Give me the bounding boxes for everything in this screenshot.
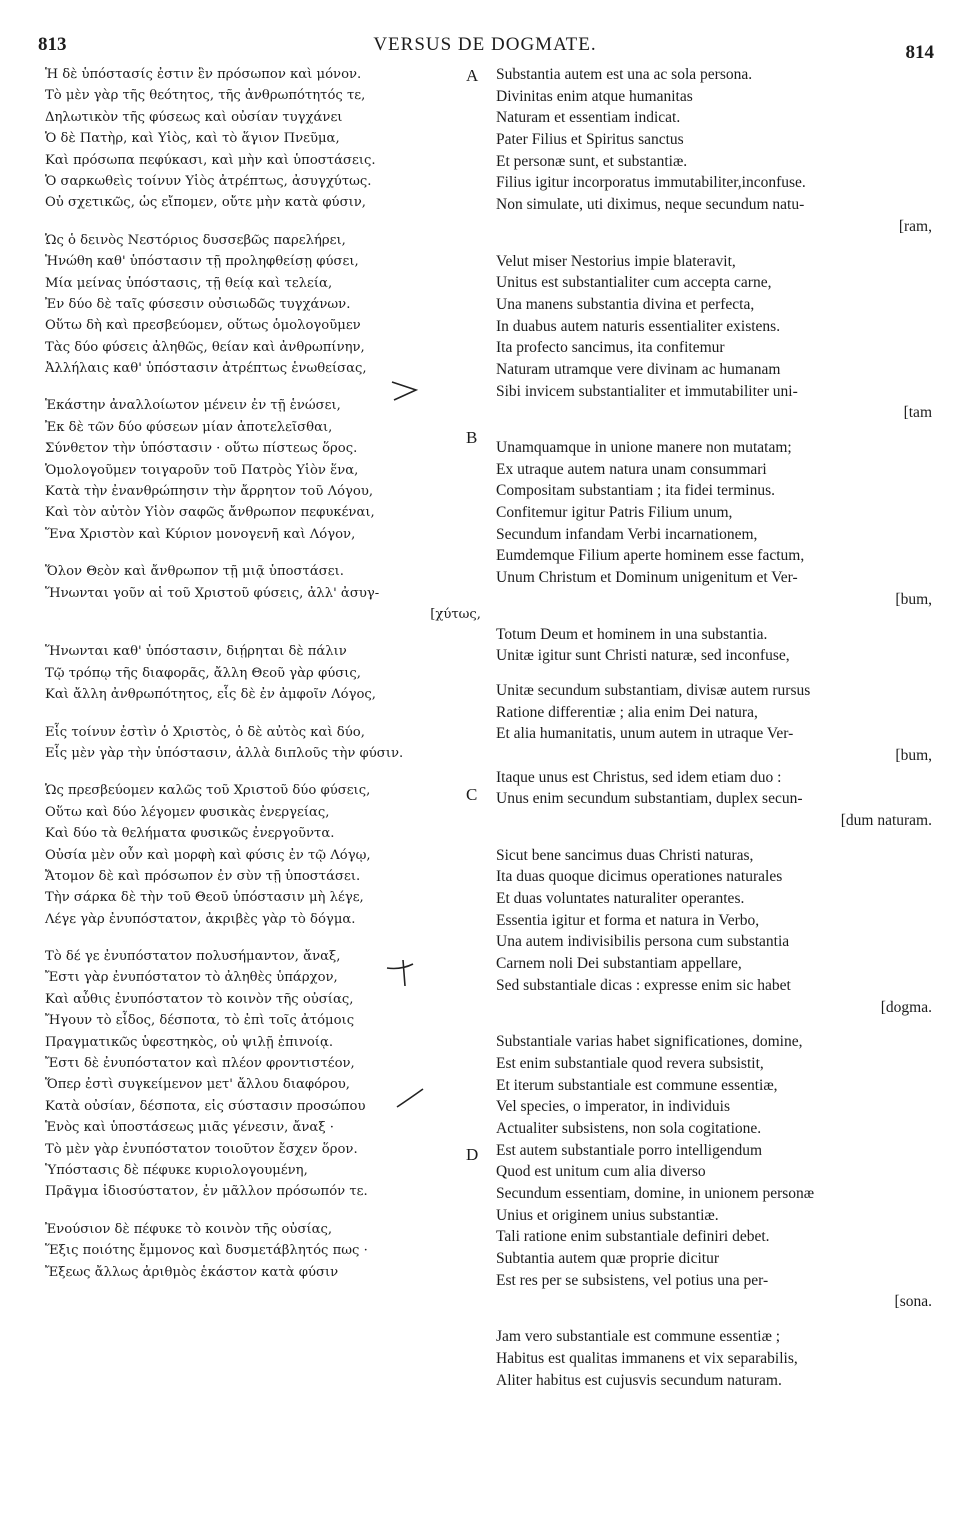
greek-stanza: [45, 64, 485, 214]
greek-line: Οὐ σχετικῶς, ὡς εἴπομεν, οὔτε μὴν κατὰ φύσιν,: [45, 195, 366, 211]
greek-line: Ἡνώθη καθ' ὑπόστασιν τῇ προληφθείσῃ φύσει,: [45, 254, 359, 270]
latin-line: [sona.: [894, 1293, 932, 1311]
running-title: VERSUS DE DOGMATE.: [373, 34, 597, 55]
greek-line: Ἐνούσιον δὲ πέφυκε τὸ κοινὸν τῆς οὐσίας,: [45, 1221, 333, 1237]
latin-line: Ita profecto sancimus, ita confitemur: [496, 339, 725, 357]
greek-line: Λέγε γὰρ ἐνυπόστατον, ἀκριβὲς γὰρ τὸ δόγμα.: [45, 911, 356, 927]
greek-line: Ὁ δὲ Πατὴρ, καὶ Υἱὸς, καὶ τὸ ἅγιον Πνεῦμα,: [45, 131, 340, 147]
greek-line: Πρᾶγμα ἰδιοσύστατον, ἐν μᾶλλον πρόσωπόν τε.: [45, 1184, 368, 1200]
stanza-gap: [45, 1203, 485, 1219]
latin-line: Jam vero substantiale est commune essentiæ ;: [496, 1328, 781, 1346]
greek-stanza: [45, 230, 485, 380]
latin-line: Unitus est substantialiter cum accepta carne,: [496, 274, 772, 292]
latin-stanza: [496, 624, 936, 667]
stanza-gap: [45, 764, 485, 780]
latin-line: Naturam utramque vere divinam ac humanam: [496, 360, 781, 378]
handwritten-mark-3: [395, 1085, 425, 1115]
stanza-gap: [45, 706, 485, 722]
latin-line: [dum naturam.: [840, 812, 932, 829]
latin-line: Sicut bene sancimus duas Christi naturas,: [496, 846, 754, 864]
latin-column: [496, 64, 936, 1391]
latin-line: Actualiter subsistens, non sola cogitatione.: [496, 1119, 762, 1137]
latin-line: Velut miser Nestorius impie blateravit,: [496, 252, 736, 270]
latin-line: Sibi invicem substantialiter et immutabiliter uni-: [496, 382, 798, 400]
margin-letter-b: B: [466, 428, 478, 447]
latin-line: Eumdemque Filium aperte hominem esse factum,: [496, 547, 805, 565]
latin-line: Subtantia autem quæ proprie dicitur: [496, 1250, 719, 1268]
greek-line: Οὕτω δὴ καὶ πρεσβεύομεν, οὕτως ὁμολογοῦμεν: [45, 318, 361, 334]
latin-line: Ratione differentiæ ; alia enim Dei natura,: [496, 703, 758, 721]
stanza-gap: [496, 238, 936, 251]
greek-stanza: [45, 561, 485, 625]
greek-line: Ὑπόστασις δὲ πέφυκε κυριολογουμένη,: [45, 1162, 308, 1178]
greek-line: Κατὰ οὐσίαν, δέσποτα, εἰς σύστασιν προσώπου: [45, 1098, 366, 1114]
latin-line: Sed substantiale dicas : expresse enim sic habet: [496, 976, 791, 994]
greek-line: Ἡ δὲ ὑπόστασίς ἐστιν ἓν πρόσωπον καὶ μόνον.: [45, 67, 362, 82]
greek-stanza: [45, 722, 485, 765]
greek-line: Καὶ τὸν αὐτὸν Υἱὸν σαφῶς ἄνθρωπον πεφυκέναι,: [45, 505, 375, 521]
page-number-right: 814: [905, 42, 934, 63]
greek-line: Ἕξις ποιότης ἔμμονος καὶ δυσμετάβλητός πως ·: [45, 1243, 368, 1259]
latin-line: Unitæ igitur sunt Christi naturæ, sed inconfuse,: [496, 647, 790, 665]
latin-line: Tali ratione enim substantiale definiri debet.: [496, 1228, 770, 1246]
greek-line: Ἑνὸς καὶ ὑποστάσεως μιᾶς γένεσιν, ἄναξ ·: [45, 1120, 334, 1136]
greek-line: Καὶ ἄλλη ἀνθρωπότητος, εἷς δὲ ἐν ἀμφοῖν Λόγος,: [45, 687, 376, 703]
stanza-gap: [45, 214, 485, 230]
latin-line: In duabus autem naturis essentialiter existens.: [496, 317, 781, 335]
latin-line: Vel species, o imperator, in individuis: [496, 1098, 730, 1116]
greek-line: Ἥνωνται καθ' ὑπόστασιν, διῄρηται δὲ πάλιν: [45, 644, 347, 660]
latin-line: Totum Deum et hominem in una substantia.: [496, 625, 768, 643]
latin-line: Et alia humanitatis, unum autem in utraque Ver-: [496, 725, 794, 743]
latin-line: Compositam substantiam ; ita fidei terminus.: [496, 482, 775, 500]
latin-stanza: [496, 1031, 936, 1313]
greek-line: Ἐκ δὲ τῶν δύο φύσεων μίαν ἀποτελεῖσθαι,: [45, 419, 333, 435]
latin-line: Naturam et essentiam indicat.: [496, 109, 681, 127]
latin-line: Unamquamque in unione manere non mutatam;: [496, 439, 792, 456]
greek-line: Μία μείνας ὑπόστασις, τῇ θείᾳ καὶ τελεία,: [45, 275, 333, 291]
latin-line: Pater Filius et Spiritus sanctus: [496, 131, 684, 149]
greek-line: Ὅλον Θεὸν καὶ ἄνθρωπον τῇ μιᾷ ὑποστάσει.: [45, 564, 344, 580]
greek-line: Τὸ μὲν γὰρ τῆς θεότητος, τῆς ἀνθρωπότητός τε,: [45, 88, 366, 104]
greek-stanza: [45, 946, 485, 1203]
greek-line: Ἐν δύο δὲ ταῖς φύσεσιν οὐσιωδῶς τυγχάνων.: [45, 296, 351, 312]
latin-line: Unum Christum et Dominum unigenitum et Ver-: [496, 569, 798, 587]
greek-line: Ἑκάστην ἀναλλοίωτον μένειν ἐν τῇ ἑνώσει,: [45, 398, 341, 414]
latin-line: Carnem noli Dei substantiam appellare,: [496, 955, 742, 973]
greek-line: Ἀλλήλαις καθ' ὑπόστασιν ἀτρέπτως ἑνωθείσας,: [45, 361, 367, 377]
greek-line: Ἔξεως ἄλλως ἀριθμὸς ἑκάστον κατὰ φύσιν: [45, 1264, 339, 1280]
page-number-left: 813: [38, 34, 67, 55]
latin-line: Substantiale varias habet significationes, domine,: [496, 1033, 803, 1051]
latin-line: Una manens substantia divina et perfecta,: [496, 295, 755, 313]
latin-line: Unus enim secundum substantiam, duplex secun-: [496, 790, 803, 808]
greek-line: Ὡς ὁ δεινὸς Νεστόριος δυσσεβῶς παρελήρει,: [45, 232, 346, 248]
stanza-gap: [45, 930, 485, 946]
greek-stanza: [45, 395, 485, 545]
margin-letter-a: A: [466, 66, 479, 85]
greek-line: Καὶ αὖθις ἐνυπόστατον τὸ κοινὸν τῆς οὐσίας,: [45, 991, 354, 1007]
latin-line: Substantia autem est una ac sola persona.: [496, 66, 753, 83]
greek-line: Εἷς τοίνυν ἐστὶν ὁ Χριστὸς, ὁ δὲ αὐτὸς καὶ δύο,: [45, 724, 365, 740]
stanza-gap: [45, 545, 485, 561]
stanza-gap: [45, 625, 485, 641]
greek-stanza: [45, 1219, 485, 1283]
latin-line: Itaque unus est Christus, sed idem etiam duo :: [496, 768, 782, 786]
latin-line: Ex utraque autem natura unam consummari: [496, 460, 767, 478]
latin-stanza: [496, 251, 936, 425]
greek-stanza: [45, 641, 485, 705]
latin-stanza: [496, 680, 936, 832]
stanza-gap: [496, 611, 936, 624]
greek-line: Ἕνα Χριστὸν καὶ Κύριον μονογενῆ καὶ Λόγον,: [45, 526, 356, 542]
stanza-gap: [496, 1313, 936, 1326]
margin-letter-d: D: [466, 1145, 479, 1164]
greek-line: Τὰς δύο φύσεις ἀληθῶς, θείαν καὶ ἀνθρωπίνην,: [45, 339, 365, 355]
handwritten-mark-2: [385, 958, 415, 988]
greek-line: Ὁμολογοῦμεν τοιγαροῦν τοῦ Πατρὸς Υἱὸν ἕνα,: [45, 462, 359, 478]
greek-line: Ἔστι γὰρ ἐνυπόστατον τὸ ἀληθὲς ὑπάρχον,: [45, 970, 338, 986]
latin-stanza: [496, 64, 936, 238]
greek-line: Οὕτω καὶ δύο λέγομεν φυσικὰς ἐνεργείας,: [45, 804, 330, 820]
latin-line: Et duas voluntates naturaliter operantes.: [496, 890, 745, 908]
handwritten-mark-1: [390, 376, 420, 406]
greek-line: Ὁ σαρκωθεὶς τοίνυν Υἱὸς ἀτρέπτως, ἀσυγχύτως.: [45, 173, 372, 189]
greek-line: Τὸ δέ γε ἐνυπόστατον πολυσήμαντον, ἄναξ,: [45, 949, 341, 965]
greek-line: Τὸ μὲν γὰρ ἐνυπόστατον τοιοῦτον ἔσχεν ὅρον.: [45, 1141, 358, 1157]
greek-line: Καὶ δύο τὰ θελήματα φυσικῶς ἐνεργοῦντα.: [45, 826, 335, 842]
latin-line: Unius et originem unius substantiæ.: [496, 1206, 719, 1224]
stanza-gap: [496, 832, 936, 845]
latin-line: Et personæ sunt, et substantiæ.: [496, 152, 688, 170]
latin-line: Secundum essentiam, domine, in unionem personæ: [496, 1185, 815, 1202]
latin-line: Non simulate, uti diximus, neque secundum natu-: [496, 196, 805, 214]
latin-line: Quod est unitum cum alia diverso: [496, 1163, 706, 1181]
latin-line: [bum,: [895, 590, 932, 608]
latin-line: Ita duas quoque dicimus operationes naturales: [496, 868, 783, 886]
latin-line: Essentia igitur et forma et natura in Verbo,: [496, 911, 760, 929]
greek-line: Σύνθετον τὴν ὑπόστασιν · οὕτω πίστεως ὅρος.: [45, 441, 358, 457]
latin-stanza: [496, 1326, 936, 1391]
latin-line: Aliter habitus est cujusvis secundum naturam.: [496, 1371, 782, 1389]
greek-line: Τὴν σάρκα δὲ τὴν τοῦ Θεοῦ ὑπόστασιν μὴ λέγε,: [45, 890, 364, 906]
latin-line: Unitæ secundum substantiam, divisæ autem rursus: [496, 681, 811, 699]
greek-line: Εἷς μὲν γὰρ τὴν ὑπόστασιν, ἀλλὰ διπλοῦς τὴν φύσιν.: [45, 745, 404, 761]
latin-line: Est res per se subsistens, vel potius una per-: [496, 1271, 769, 1289]
latin-line: Est enim substantiale quod revera subsistit,: [496, 1054, 764, 1072]
latin-line: [ram,: [898, 217, 932, 235]
greek-line: Κατὰ τὴν ἐνανθρώπησιν τὴν ἄρρητον τοῦ Λόγου,: [45, 484, 374, 500]
greek-line: Ὅπερ ἐστὶ συγκείμενον μετ' ἄλλου διαφόρου,: [45, 1077, 350, 1093]
greek-line: Δηλωτικὸν τῆς φύσεως καὶ οὐσίαν τυγχάνει: [45, 109, 343, 125]
latin-line: Secundum infandam Verbi incarnationem,: [496, 525, 758, 543]
greek-stanza: [45, 780, 485, 930]
stanza-gap: [496, 667, 936, 680]
latin-line: Una autem indivisibilis persona cum substantia: [496, 933, 790, 951]
latin-line: [tam: [903, 404, 932, 422]
latin-line: Divinitas enim atque humanitas: [496, 87, 693, 105]
latin-line: Est autem substantiale porro intelligendum: [496, 1141, 763, 1159]
greek-line: [χύτως,: [430, 606, 481, 622]
latin-stanza: [496, 437, 936, 611]
stanza-gap: [496, 1018, 936, 1031]
greek-line: Ὡς πρεσβεύομεν καλῶς τοῦ Χριστοῦ δύο φύσεις,: [45, 783, 371, 799]
greek-line: Ἔστι δὲ ἐνυπόστατον καὶ πλέον φροντιστέον,: [45, 1056, 355, 1072]
greek-line: Ἤγουν τὸ εἶδος, δέσποτα, τὸ ἐπὶ τοῖς ἀτόμοις: [45, 1013, 355, 1029]
greek-line: Οὐσία μὲν οὖν καὶ μορφὴ καὶ φύσις ἐν τῷ Λόγῳ,: [45, 847, 371, 863]
latin-line: Habitus est qualitas immanens et vix separabilis,: [496, 1349, 798, 1367]
latin-line: Filius igitur incorporatus immutabiliter,inconfuse.: [496, 174, 806, 192]
greek-line: Τῷ τρόπῳ τῆς διαφορᾶς, ἄλλη Θεοῦ γὰρ φύσις,: [45, 665, 361, 681]
latin-line: [bum,: [895, 746, 932, 764]
latin-stanza: [496, 845, 936, 1019]
greek-line: Ἥνωνται γοῦν αἱ τοῦ Χριστοῦ φύσεις, ἀλλ' ἀσυγ-: [45, 585, 380, 601]
latin-line: [dogma.: [880, 998, 932, 1016]
stanza-gap: [496, 424, 936, 437]
latin-line: Et iterum substantiale est commune essentiæ,: [496, 1076, 778, 1094]
greek-line: Καὶ πρόσωπα πεφύκασι, καὶ μὴν καὶ ὑποστάσεις.: [45, 152, 376, 168]
greek-line: Ἄτομον δὲ καὶ πρόσωπον ἐν σὺν τῇ ὑποστάσει.: [45, 868, 361, 884]
greek-line: Πραγματικῶς ὑφεστηκὸς, οὐ ψιλῇ ἐπινοίᾳ.: [45, 1034, 334, 1050]
latin-line: Confitemur igitur Patris Filium unum,: [496, 504, 733, 522]
margin-letter-c: C: [466, 785, 478, 804]
